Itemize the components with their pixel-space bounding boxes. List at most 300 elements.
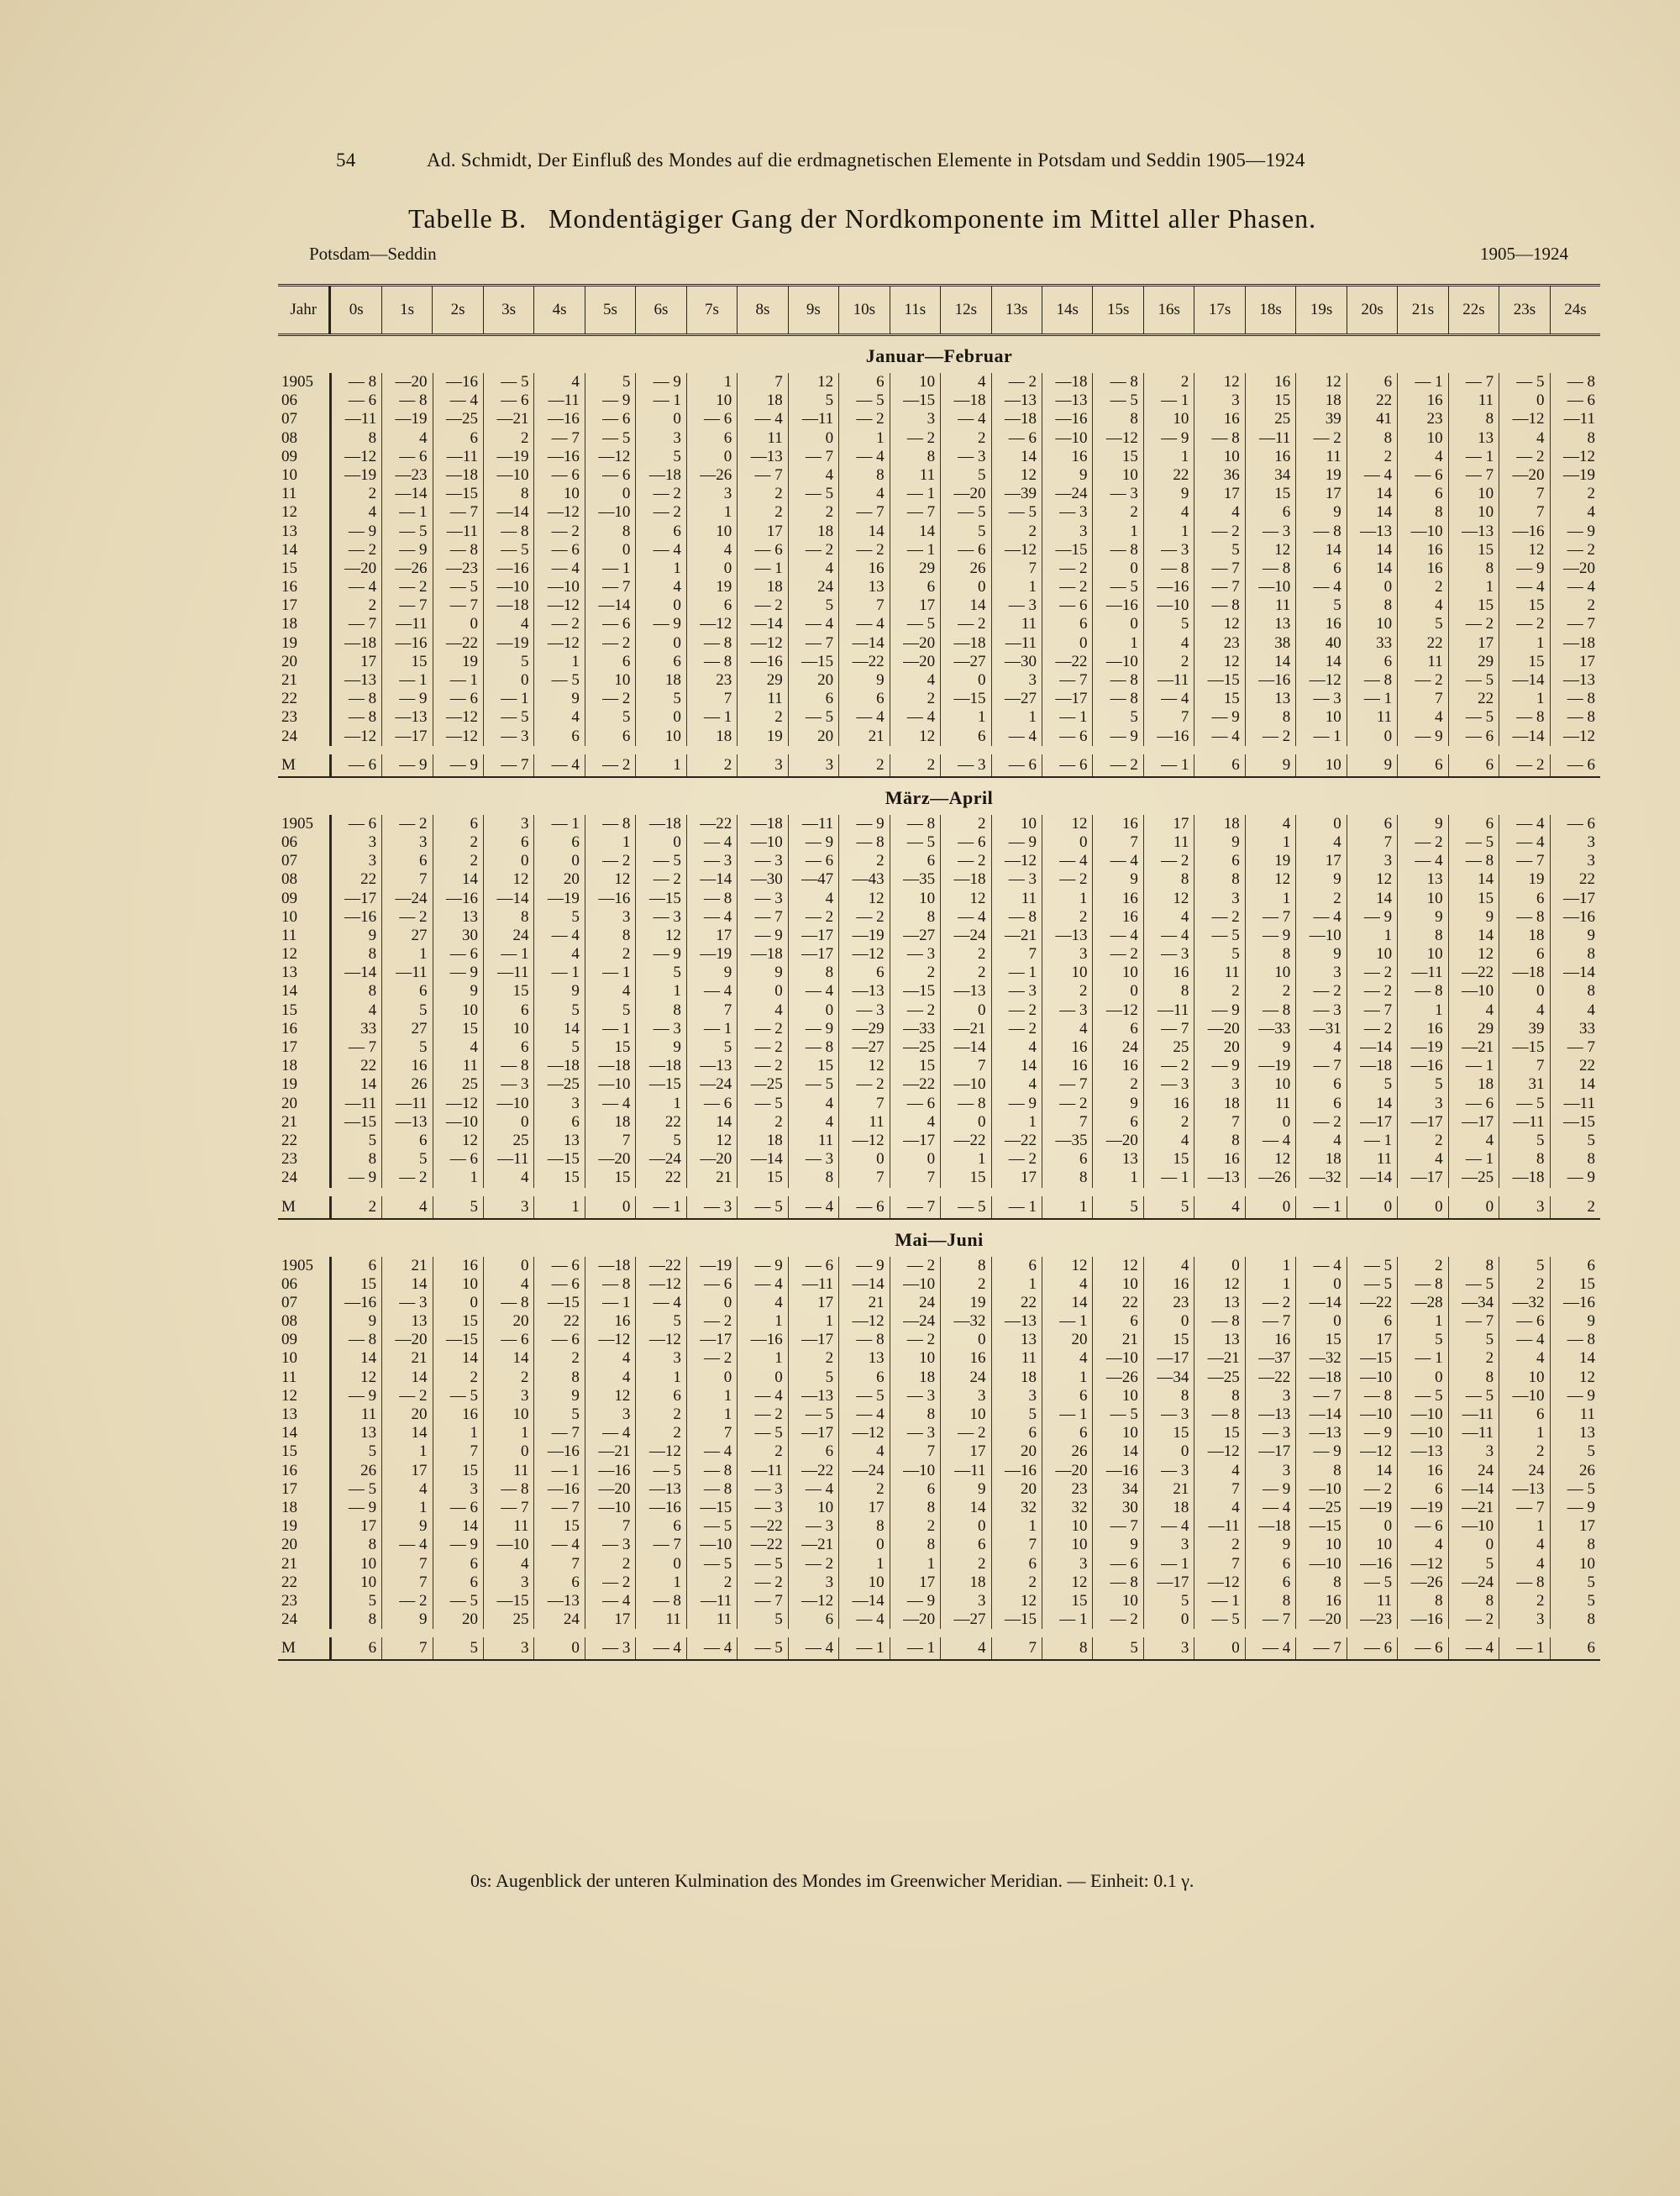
value-cell: — 7 xyxy=(433,596,483,615)
year-cell: 1905 xyxy=(278,373,331,391)
value-cell: 11 xyxy=(890,466,940,485)
value-cell: 0 xyxy=(635,833,685,852)
table-row xyxy=(278,1573,1600,1592)
value-cell: — 8 xyxy=(1397,1275,1447,1294)
value-cell: 10 xyxy=(1347,945,1397,964)
value-cell: 14 xyxy=(1295,541,1346,560)
value-cell: 6 xyxy=(483,1001,533,1020)
value-cell: 2 xyxy=(533,1349,584,1368)
value-cell: 11 xyxy=(1448,391,1499,410)
value-cell: 3 xyxy=(1550,852,1600,870)
value-cell: — 2 xyxy=(585,690,635,708)
value-cell: 0 xyxy=(838,1150,889,1169)
value-cell: 6 xyxy=(1295,1095,1346,1113)
value-cell: 4 xyxy=(381,429,432,448)
mean-cell: 7 xyxy=(991,1637,1042,1659)
value-cell: 15 xyxy=(1550,1275,1600,1294)
value-cell: 40 xyxy=(1295,634,1346,653)
value-cell: —13 xyxy=(1042,391,1092,410)
value-cell: — 5 xyxy=(1397,1387,1447,1405)
header-hour: 11s xyxy=(890,286,940,334)
value-cell: — 4 xyxy=(1295,578,1346,596)
year-cell: 21 xyxy=(278,1555,331,1573)
value-cell: 13 xyxy=(1550,1424,1600,1442)
value-cell: — 4 xyxy=(940,908,990,927)
value-cell: — 7 xyxy=(1347,1001,1397,1020)
value-cell: 2 xyxy=(1092,503,1142,522)
value-cell: — 7 xyxy=(1245,1312,1295,1331)
value-cell: —11 xyxy=(381,615,432,633)
value-cell: —16 xyxy=(483,560,533,578)
value-cell: 6 xyxy=(381,1132,432,1150)
year-cell: 1905 xyxy=(278,815,331,833)
mean-cell: — 9 xyxy=(381,754,432,776)
value-cell: — 1 xyxy=(686,1020,737,1038)
value-cell: — 2 xyxy=(1295,1113,1346,1132)
value-cell: — 3 xyxy=(940,448,990,466)
value-cell: — 6 xyxy=(483,1331,533,1349)
value-cell: 2 xyxy=(737,708,787,727)
value-cell: 18 xyxy=(585,1113,635,1132)
value-cell: 2 xyxy=(940,815,990,833)
value-cell: — 2 xyxy=(737,1038,787,1057)
year-cell: 09 xyxy=(278,448,331,466)
value-cell: —13 xyxy=(635,1480,685,1499)
value-cell: — 4 xyxy=(686,908,737,927)
value-cell: 9 xyxy=(331,927,381,945)
value-cell: 6 xyxy=(1092,1113,1142,1132)
value-cell: 34 xyxy=(1245,466,1295,485)
value-cell: 5 xyxy=(1397,615,1447,633)
value-cell: 6 xyxy=(940,1536,990,1554)
value-cell: —13 xyxy=(1194,1169,1244,1187)
value-cell: — 8 xyxy=(1092,1573,1142,1592)
table-body xyxy=(278,336,1600,1661)
value-cell: 8 xyxy=(1550,429,1600,448)
value-cell: — 1 xyxy=(1295,728,1346,746)
value-cell: — 7 xyxy=(788,634,838,653)
value-cell: 16 xyxy=(1245,1331,1295,1349)
value-cell: 32 xyxy=(991,1499,1042,1517)
year-cell: 24 xyxy=(278,728,331,746)
value-cell: 1 xyxy=(635,1095,685,1113)
year-cell: 18 xyxy=(278,1499,331,1517)
mean-cell: — 1 xyxy=(1143,754,1194,776)
value-cell: —19 xyxy=(331,466,381,485)
value-cell: —21 xyxy=(585,1442,635,1461)
value-cell: —18 xyxy=(940,870,990,889)
value-cell: 8 xyxy=(635,1001,685,1020)
value-cell: — 5 xyxy=(788,708,838,727)
value-cell: — 8 xyxy=(331,690,381,708)
value-cell: 6 xyxy=(635,1387,685,1405)
value-cell: —10 xyxy=(1448,982,1499,1001)
value-cell: —10 xyxy=(483,1095,533,1113)
value-cell: —17 xyxy=(1042,690,1092,708)
value-cell: 6 xyxy=(1448,815,1499,833)
value-cell: 19 xyxy=(940,1294,990,1312)
value-cell: —15 xyxy=(1042,541,1092,560)
header-hour: 20s xyxy=(1347,286,1397,334)
value-cell: 4 xyxy=(788,890,838,908)
value-cell: 1 xyxy=(1397,1312,1447,1331)
value-cell: —17 xyxy=(1448,1113,1499,1132)
value-cell: 0 xyxy=(483,671,533,690)
value-cell: 6 xyxy=(1092,1312,1142,1331)
value-cell: 21 xyxy=(686,1169,737,1187)
value-cell: 5 xyxy=(1397,1075,1447,1094)
value-cell: — 8 xyxy=(1550,373,1600,391)
value-cell: —18 xyxy=(533,1057,584,1075)
value-cell: 23 xyxy=(686,671,737,690)
value-cell: 25 xyxy=(1245,410,1295,428)
value-cell: —10 xyxy=(1295,1480,1346,1499)
value-cell: 6 xyxy=(1499,890,1549,908)
value-cell: 1 xyxy=(433,1424,483,1442)
value-cell: 6 xyxy=(483,833,533,852)
value-cell: —17 xyxy=(686,1331,737,1349)
value-cell: 2 xyxy=(940,1275,990,1294)
value-cell: — 5 xyxy=(635,852,685,870)
value-cell: — 2 xyxy=(381,578,432,596)
mean-cell: 5 xyxy=(1092,1637,1142,1659)
value-cell: 0 xyxy=(433,615,483,633)
mean-cell: — 4 xyxy=(533,754,584,776)
value-cell: —13 xyxy=(940,982,990,1001)
value-cell: 20 xyxy=(991,1480,1042,1499)
value-cell: 10 xyxy=(1092,1275,1142,1294)
value-cell: — 2 xyxy=(890,1001,940,1020)
value-cell: 1 xyxy=(737,1312,787,1331)
value-cell: 5 xyxy=(585,373,635,391)
value-cell: 15 xyxy=(1245,391,1295,410)
value-cell: 30 xyxy=(433,927,483,945)
value-cell: 1 xyxy=(1397,1001,1447,1020)
value-cell: 12 xyxy=(1448,945,1499,964)
mean-cell: — 2 xyxy=(1092,754,1142,776)
value-cell: —10 xyxy=(1092,1349,1142,1368)
value-cell: 2 xyxy=(331,485,381,503)
value-cell: 1 xyxy=(890,1555,940,1573)
value-cell: —12 xyxy=(1194,1573,1244,1592)
value-cell: —15 xyxy=(533,1150,584,1169)
value-cell: 5 xyxy=(533,1001,584,1020)
value-cell: 1 xyxy=(788,1312,838,1331)
section-title: Januar—Februar xyxy=(865,345,1013,366)
value-cell: 6 xyxy=(585,653,635,671)
value-cell: —22 xyxy=(890,1075,940,1094)
year-cell: 16 xyxy=(278,578,331,596)
mean-cell: — 6 xyxy=(838,1196,889,1218)
value-cell: 13 xyxy=(838,1349,889,1368)
mean-cell: 5 xyxy=(1092,1196,1142,1218)
mean-label: M xyxy=(278,754,331,776)
value-cell: —12 xyxy=(533,503,584,522)
value-cell: 1 xyxy=(1347,927,1397,945)
table-row xyxy=(278,541,1600,560)
page-number: 54 xyxy=(336,150,356,171)
value-cell: 5 xyxy=(1092,708,1142,727)
value-cell: 1 xyxy=(533,653,584,671)
value-cell: 8 xyxy=(331,429,381,448)
value-cell: — 3 xyxy=(1042,503,1092,522)
value-cell: 29 xyxy=(737,671,787,690)
value-cell: —16 xyxy=(1397,1057,1447,1075)
value-cell: —17 xyxy=(788,927,838,945)
year-cell: 10 xyxy=(278,466,331,485)
value-cell: — 9 xyxy=(1347,908,1397,927)
mean-cell: 5 xyxy=(1143,1196,1194,1218)
year-cell: 18 xyxy=(278,1057,331,1075)
value-cell: 17 xyxy=(1347,1331,1397,1349)
value-cell: 2 xyxy=(940,1555,990,1573)
year-cell: 20 xyxy=(278,1095,331,1113)
value-cell: 1 xyxy=(585,833,635,852)
value-cell: 1 xyxy=(1245,1275,1295,1294)
value-cell: —12 xyxy=(991,852,1042,870)
value-cell: —18 xyxy=(1042,373,1092,391)
mean-cell: 0 xyxy=(1245,1196,1295,1218)
value-cell: 3 xyxy=(788,1573,838,1592)
value-cell: 4 xyxy=(585,1369,635,1387)
value-cell: 17 xyxy=(788,1294,838,1312)
value-cell: — 8 xyxy=(483,1480,533,1499)
value-cell: — 8 xyxy=(686,653,737,671)
table-row xyxy=(278,560,1600,578)
value-cell: —18 xyxy=(737,815,787,833)
mean-cell: — 4 xyxy=(635,1637,685,1659)
value-cell: — 1 xyxy=(533,815,584,833)
value-cell: — 1 xyxy=(533,964,584,982)
value-cell: 3 xyxy=(381,833,432,852)
period-label: 1905—1924 xyxy=(1480,244,1568,264)
table-row xyxy=(278,1169,1600,1187)
value-cell: — 8 xyxy=(1397,982,1447,1001)
value-cell: 15 xyxy=(585,1169,635,1187)
table-row xyxy=(278,870,1600,889)
value-cell: — 2 xyxy=(1295,982,1346,1001)
mean-cell: — 1 xyxy=(635,1196,685,1218)
value-cell: 2 xyxy=(1550,596,1600,615)
value-cell: 8 xyxy=(483,485,533,503)
value-cell: 3 xyxy=(991,671,1042,690)
value-cell: —22 xyxy=(788,1462,838,1480)
value-cell: 9 xyxy=(635,1038,685,1057)
value-cell: 0 xyxy=(635,708,685,727)
value-cell: 16 xyxy=(1295,1592,1346,1610)
value-cell: —12 xyxy=(1092,1001,1142,1020)
value-cell: 14 xyxy=(1550,1075,1600,1094)
value-cell: — 4 xyxy=(1499,1331,1549,1349)
value-cell: — 4 xyxy=(1245,1499,1295,1517)
value-cell: 10 xyxy=(1092,1424,1142,1442)
value-cell: 9 xyxy=(1397,908,1447,927)
value-cell: 20 xyxy=(991,1442,1042,1461)
table-row xyxy=(278,615,1600,633)
table-row xyxy=(278,1555,1600,1573)
value-cell: — 8 xyxy=(1245,1001,1295,1020)
value-cell: 0 xyxy=(635,410,685,428)
value-cell: —18 xyxy=(1347,1057,1397,1075)
table-row xyxy=(278,1294,1600,1312)
value-cell: 4 xyxy=(1245,815,1295,833)
value-cell: —21 xyxy=(1448,1038,1499,1057)
value-cell: 11 xyxy=(1347,1150,1397,1169)
value-cell: 2 xyxy=(635,1405,685,1424)
table-title xyxy=(408,203,1316,234)
value-cell: 8 xyxy=(1143,1387,1194,1405)
value-cell: —10 xyxy=(533,578,584,596)
value-cell: 9 xyxy=(1550,927,1600,945)
value-cell: 8 xyxy=(585,927,635,945)
value-cell: 24 xyxy=(890,1294,940,1312)
value-cell: 13 xyxy=(1245,690,1295,708)
value-cell: 18 xyxy=(1295,1150,1346,1169)
value-cell: 10 xyxy=(1092,1387,1142,1405)
value-cell: 6 xyxy=(1499,1405,1549,1424)
value-cell: — 1 xyxy=(1448,1150,1499,1169)
value-cell: —29 xyxy=(838,1020,889,1038)
value-cell: —30 xyxy=(991,653,1042,671)
value-cell: 0 xyxy=(1092,982,1142,1001)
mean-cell: — 7 xyxy=(1295,1637,1346,1659)
value-cell: 2 xyxy=(1194,1536,1244,1554)
value-cell: — 1 xyxy=(585,560,635,578)
value-cell: 0 xyxy=(483,1442,533,1461)
value-cell: 4 xyxy=(1194,1462,1244,1480)
value-cell: 9 xyxy=(1143,485,1194,503)
value-cell: 11 xyxy=(686,1610,737,1629)
value-cell: 10 xyxy=(1092,964,1142,982)
value-cell: —12 xyxy=(585,1331,635,1349)
mean-cell: 6 xyxy=(1194,754,1244,776)
value-cell: —20 xyxy=(1499,466,1549,485)
table-row xyxy=(278,815,1600,833)
value-cell: 0 xyxy=(737,1369,787,1387)
value-cell: 11 xyxy=(331,1405,381,1424)
value-cell: 27 xyxy=(381,1020,432,1038)
value-cell: — 8 xyxy=(1194,1312,1244,1331)
mean-cell: — 1 xyxy=(838,1637,889,1659)
value-cell: 21 xyxy=(381,1257,432,1275)
value-cell: — 6 xyxy=(1397,1517,1447,1536)
value-cell: 6 xyxy=(433,1555,483,1573)
value-cell: — 7 xyxy=(1550,1038,1600,1057)
value-cell: 10 xyxy=(1448,485,1499,503)
value-cell: — 8 xyxy=(890,815,940,833)
value-cell: 2 xyxy=(788,1349,838,1368)
value-cell: — 8 xyxy=(635,1592,685,1610)
value-cell: — 2 xyxy=(991,1020,1042,1038)
value-cell: — 2 xyxy=(788,908,838,927)
value-cell: —32 xyxy=(1295,1169,1346,1187)
value-cell: 8 xyxy=(1347,429,1397,448)
value-cell: 2 xyxy=(483,1369,533,1387)
value-cell: 0 xyxy=(788,429,838,448)
value-cell: — 5 xyxy=(483,708,533,727)
value-cell: —43 xyxy=(838,870,889,889)
value-cell: 2 xyxy=(737,1442,787,1461)
value-cell: 4 xyxy=(1143,503,1194,522)
value-cell: 12 xyxy=(838,1057,889,1075)
value-cell: — 3 xyxy=(890,945,940,964)
value-cell: 38 xyxy=(1245,634,1295,653)
value-cell: 24 xyxy=(940,1369,990,1387)
value-cell: 6 xyxy=(635,653,685,671)
value-cell: —32 xyxy=(1499,1294,1549,1312)
value-cell: 14 xyxy=(1295,653,1346,671)
value-cell: — 2 xyxy=(1347,964,1397,982)
value-cell: 5 xyxy=(331,1132,381,1150)
table-row xyxy=(278,1275,1600,1294)
mean-cell: — 7 xyxy=(890,1196,940,1218)
value-cell: 0 xyxy=(940,1331,990,1349)
value-cell: 33 xyxy=(1550,1020,1600,1038)
value-cell: 0 xyxy=(1347,578,1397,596)
value-cell: — 5 xyxy=(838,1387,889,1405)
value-cell: 18 xyxy=(686,728,737,746)
year-cell: 15 xyxy=(278,1442,331,1461)
value-cell: — 9 xyxy=(381,541,432,560)
value-cell: — 8 xyxy=(1347,1387,1397,1405)
table-row xyxy=(278,671,1600,690)
value-cell: 3 xyxy=(940,1592,990,1610)
value-cell: —15 xyxy=(433,1331,483,1349)
value-cell: 1 xyxy=(1143,523,1194,541)
value-cell: — 4 xyxy=(686,1442,737,1461)
value-cell: 4 xyxy=(1042,1275,1092,1294)
value-cell: 5 xyxy=(635,448,685,466)
value-cell: —28 xyxy=(1397,1294,1447,1312)
value-cell: — 7 xyxy=(890,503,940,522)
value-cell: —18 xyxy=(1499,1169,1549,1187)
value-cell: 6 xyxy=(1295,560,1346,578)
value-cell: 4 xyxy=(1397,448,1447,466)
value-cell: —10 xyxy=(737,833,787,852)
value-cell: 12 xyxy=(1347,870,1397,889)
value-cell: 7 xyxy=(838,596,889,615)
value-cell: 8 xyxy=(1194,1387,1244,1405)
value-cell: —15 xyxy=(331,1113,381,1132)
table-row xyxy=(278,1113,1600,1132)
value-cell: — 3 xyxy=(838,1001,889,1020)
value-cell: 13 xyxy=(331,1424,381,1442)
value-cell: — 1 xyxy=(890,541,940,560)
value-cell: 4 xyxy=(483,1169,533,1187)
value-cell: 9 xyxy=(737,964,787,982)
value-cell: 0 xyxy=(483,1113,533,1132)
value-cell: —18 xyxy=(1245,1517,1295,1536)
value-cell: 9 xyxy=(433,982,483,1001)
value-cell: 21 xyxy=(1143,1480,1194,1499)
value-cell: — 7 xyxy=(1042,671,1092,690)
value-cell: —20 xyxy=(585,1150,635,1169)
value-cell: 26 xyxy=(940,560,990,578)
value-cell: 2 xyxy=(940,429,990,448)
value-cell: —27 xyxy=(940,1610,990,1629)
value-cell: 2 xyxy=(1143,1113,1194,1132)
value-cell: 6 xyxy=(533,833,584,852)
value-cell: 4 xyxy=(1448,1001,1499,1020)
value-cell: —13 xyxy=(686,1057,737,1075)
value-cell: 6 xyxy=(890,578,940,596)
value-cell: 3 xyxy=(635,1349,685,1368)
value-cell: 24 xyxy=(533,1610,584,1629)
value-cell: — 6 xyxy=(940,833,990,852)
value-cell: 14 xyxy=(331,1075,381,1094)
value-cell: 6 xyxy=(838,964,889,982)
value-cell: — 8 xyxy=(838,833,889,852)
